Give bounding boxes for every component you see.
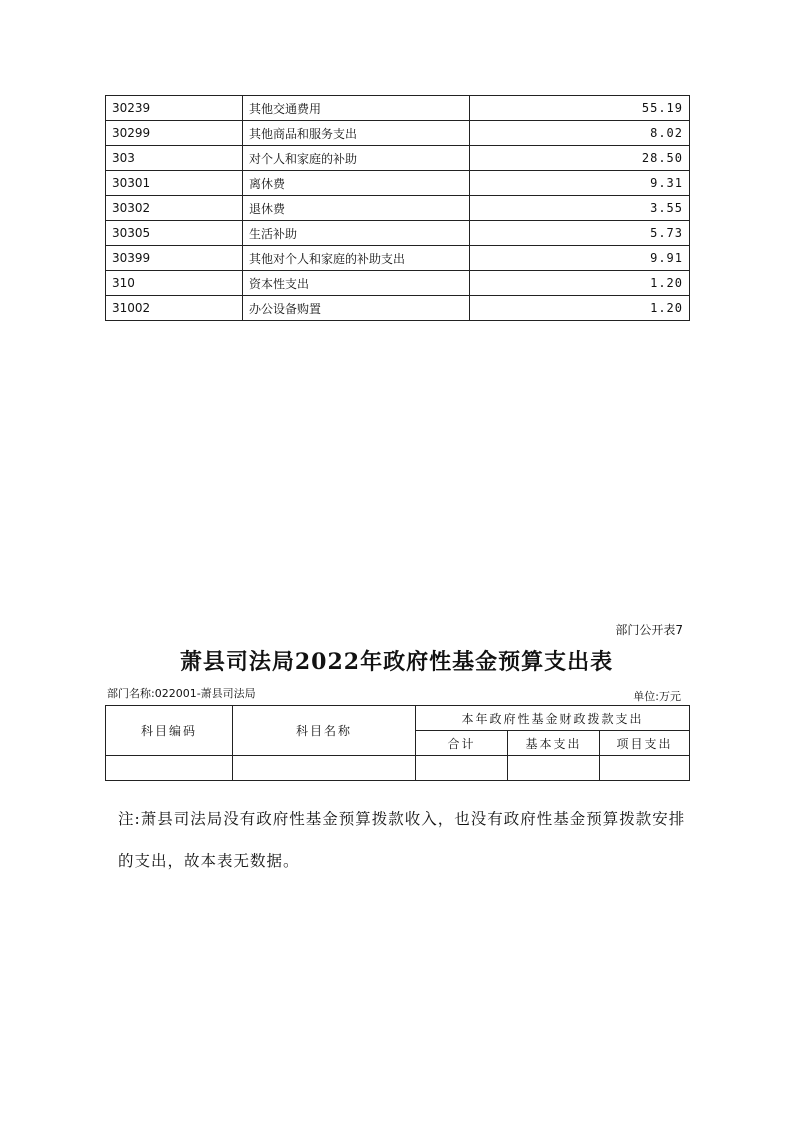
cell-name: 其他交通费用 xyxy=(243,96,470,121)
cell-name: 离休费 xyxy=(243,171,470,196)
cell-code: 31002 xyxy=(106,296,243,321)
cell-name: 资本性支出 xyxy=(243,271,470,296)
table-row xyxy=(106,221,690,246)
upper-expense-table xyxy=(105,95,690,321)
cell-name: 对个人和家庭的补助 xyxy=(243,146,470,171)
government-fund-table xyxy=(105,705,690,781)
cell-amount: 1.20 xyxy=(470,271,690,296)
cell-code: 30299 xyxy=(106,121,243,146)
unit-label: 单位:万元 xyxy=(633,690,681,703)
department-name: 部门名称:022001-萧县司法局 xyxy=(107,687,256,700)
cell-amount: 9.31 xyxy=(470,171,690,196)
table-row xyxy=(106,246,690,271)
cell-code: 30301 xyxy=(106,171,243,196)
cell-name: 其他对个人和家庭的补助支出 xyxy=(243,246,470,271)
header-code: 科目编码 xyxy=(106,706,233,756)
cell-amount: 28.50 xyxy=(470,146,690,171)
cell-code: 303 xyxy=(106,146,243,171)
header-group: 本年政府性基金财政拨款支出 xyxy=(416,706,690,731)
table-row xyxy=(106,96,690,121)
cell-code: 30399 xyxy=(106,246,243,271)
table-row xyxy=(106,146,690,171)
cell-code: 30305 xyxy=(106,221,243,246)
table-row xyxy=(106,296,690,321)
cell-amount: 9.91 xyxy=(470,246,690,271)
empty-cell xyxy=(233,756,416,781)
cell-amount: 3.55 xyxy=(470,196,690,221)
empty-cell xyxy=(600,756,690,781)
table-row xyxy=(106,271,690,296)
empty-row xyxy=(106,756,690,781)
empty-cell xyxy=(508,756,600,781)
cell-name: 办公设备购置 xyxy=(243,296,470,321)
cell-amount: 1.20 xyxy=(470,296,690,321)
cell-amount: 55.19 xyxy=(470,96,690,121)
header-basic: 基本支出 xyxy=(508,731,600,756)
cell-code: 30302 xyxy=(106,196,243,221)
table-row xyxy=(106,196,690,221)
form-number: 部门公开表7 xyxy=(615,623,683,637)
cell-name: 生活补助 xyxy=(243,221,470,246)
cell-name: 其他商品和服务支出 xyxy=(243,121,470,146)
cell-amount: 8.02 xyxy=(470,121,690,146)
header-name: 科目名称 xyxy=(233,706,416,756)
cell-amount: 5.73 xyxy=(470,221,690,246)
table-row xyxy=(106,171,690,196)
empty-cell xyxy=(106,756,233,781)
header-project: 项目支出 xyxy=(600,731,690,756)
cell-name: 退休费 xyxy=(243,196,470,221)
note-text: 注:萧县司法局没有政府性基金预算拨款收入，也没有政府性基金预算拨款安排的支出，故本表无数据。 xyxy=(118,810,686,870)
cell-code: 30239 xyxy=(106,96,243,121)
table-row xyxy=(106,121,690,146)
empty-cell xyxy=(416,756,508,781)
header-total: 合计 xyxy=(416,731,508,756)
page-title: 萧县司法局2022年政府性基金预算支出表 xyxy=(179,649,614,675)
cell-code: 310 xyxy=(106,271,243,296)
